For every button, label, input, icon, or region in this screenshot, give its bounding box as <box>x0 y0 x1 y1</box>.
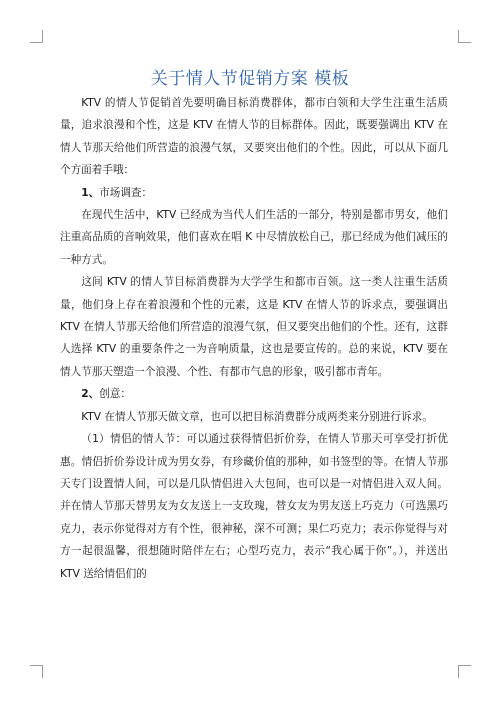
crop-mark-bottom-right <box>458 665 471 678</box>
section-heading-market-research <box>60 182 448 204</box>
creative-paragraph-1: KTV 在情人节那天做文章，也可以把目标消费群分成两类来分别进行诉求。 <box>81 410 433 423</box>
heading-separator: 、 <box>88 186 100 199</box>
intro-paragraph: KTV 的情人节促销首先要明确目标消费群体，都市白领和大学生注重生活质量，追求浪漫和个性，这是 KTV 在情人节的目标群体。因此，既要强调出 KTV 在情人节那天给他们所营造的浪漫气氛，又要突出他们的个性。因此，可以从下面几个方面着手哦： <box>60 97 448 177</box>
crop-mark-bottom-left <box>30 665 43 678</box>
creative-paragraph-2: （1）情侣的情人节：可以通过获得情侣折价券，在情人节那天可享受打折优惠。情侣折价券设计成为男女券，有珍藏价值的那种，如书签型的等。在情人节那天专门设置情人间，可以是几队情侣进入大包间，也可以是一对情侣进入双人间。并在情人节那天替男友为女友送上一支玫瑰，替女友为男友送上巧克力（可选黑巧克力，表示你觉得对方有个性，很神秘，深不可测；果仁巧克力；表示你觉得与对方一起很温馨，很想随时陪伴左右；心型巧克力，表示“我心属于你”。），并送出 KTV 送给情侣们的 <box>60 433 448 580</box>
heading-text: 创意： <box>99 388 131 401</box>
document-title: 关于情人节促销方案 模板 <box>150 69 350 89</box>
document-body <box>60 92 448 585</box>
market-paragraph-1: 在现代生活中，KTV 已经成为当代人们生活的一部分，特别是都市男女，他们注重高品质的音响效果，他们喜欢在唱 K 中尽情放松自己，那已经成为他们减压的一种方式。 <box>60 209 448 266</box>
section-heading-creative <box>60 383 448 405</box>
heading-separator: 、 <box>88 388 100 401</box>
crop-mark-top-right <box>458 30 471 43</box>
market-paragraph-2: 这间 KTV 的情人节目标消费群为大学学生和都市百领。这一类人注重生活质量，他们身上存在着浪漫和个性的元素，这是 KTV 在情人节的诉求点，要强调出 KTV 在情人节那天给他们所营造的浪漫气氛，但又要突出他们的个性。还有，这群人选择 KTV 的重要条件之一为音响质量，这也是要宣传的。总的来说，KTV 要在情人节那天塑造一个浪漫、个性、有都市气息的形象，吸引都市青年。 <box>60 276 448 378</box>
heading-number: 1 <box>81 186 89 199</box>
crop-mark-top-left <box>30 30 43 43</box>
heading-number: 2 <box>81 388 89 401</box>
heading-text: 市场调查： <box>99 186 153 199</box>
